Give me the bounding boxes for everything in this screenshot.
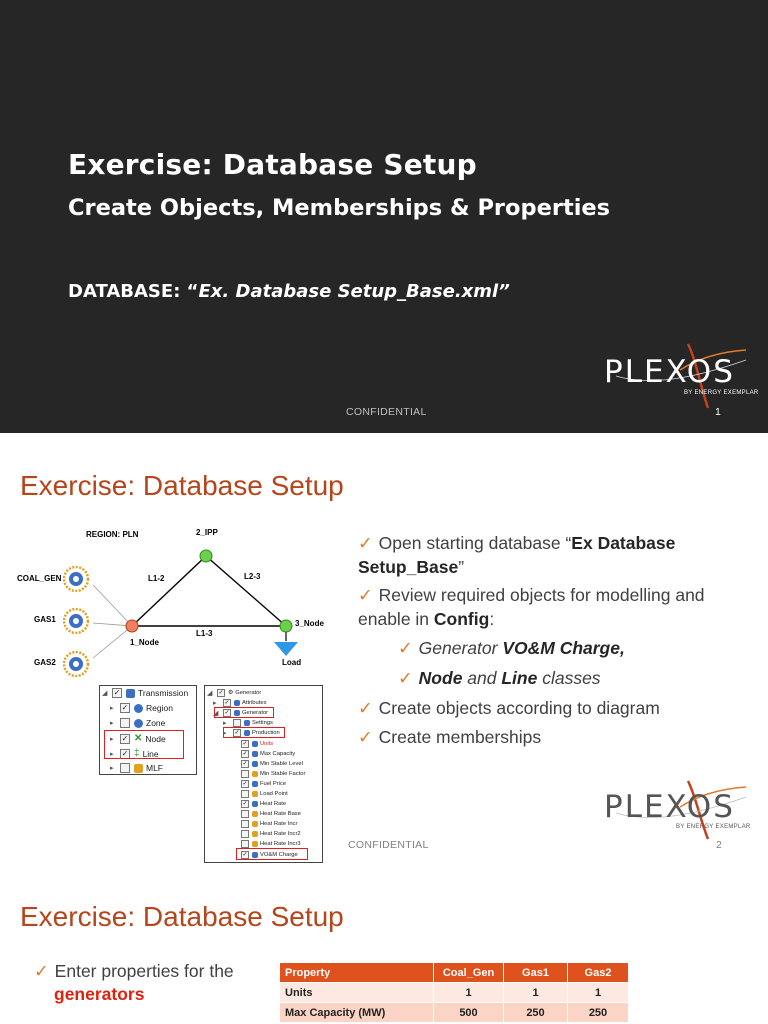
table-cell[interactable]: 250 [504, 1003, 568, 1023]
checkbox[interactable]: ✓ [121, 733, 129, 743]
folder-icon [126, 689, 135, 698]
generator-icon [63, 608, 89, 634]
bullet-enter-properties: ✓ Enter properties for the generators [34, 961, 234, 1004]
node-3-icon [280, 620, 292, 632]
table-cell[interactable]: 1 [568, 983, 629, 1003]
table-cell[interactable]: Max Capacity (MW) [280, 1003, 434, 1023]
checkbox[interactable]: ✓ [218, 690, 224, 696]
property-icon [252, 791, 258, 797]
checkbox[interactable] [120, 718, 130, 728]
tree-row-property[interactable]: ✓ VO&M Charge [242, 852, 298, 858]
checkbox[interactable]: ✓ [242, 761, 248, 767]
checkbox[interactable] [241, 840, 249, 848]
plexos-logo [596, 330, 759, 410]
checkbox[interactable] [241, 810, 249, 818]
tree-row-zone[interactable]: ▸ Zone [110, 718, 166, 728]
title-slide [0, 0, 768, 433]
logo-tagline: BY ENERGY EXEMPLAR [684, 390, 759, 396]
check-icon: ✓ [398, 668, 413, 688]
property-icon [252, 761, 258, 767]
load-label: Load [282, 658, 302, 667]
table-cell[interactable]: 500 [434, 1003, 504, 1023]
check-icon: ✓ [358, 585, 373, 605]
property-icon [252, 841, 258, 847]
page-number: 2 [716, 839, 722, 851]
property-icon [252, 811, 258, 817]
setup-slide [0, 433, 768, 865]
generator-label: COAL_GEN [17, 574, 62, 583]
line-l23-label: L2-3 [244, 572, 261, 581]
line-l13-label: L1-3 [196, 629, 213, 638]
checkbox[interactable]: ✓ [224, 700, 230, 706]
checkbox[interactable] [241, 830, 249, 838]
tree-row-generator-props[interactable]: ◢ ✓ Generator [213, 710, 269, 717]
tree-row-property[interactable]: Heat Rate Incr2 [241, 830, 301, 838]
property-icon [252, 821, 258, 827]
mlf-icon [134, 764, 143, 773]
node-2-ipp-icon [200, 550, 212, 562]
checkbox[interactable]: ✓ [121, 703, 129, 712]
highlight-production [223, 727, 285, 738]
logo-wordmark: PLEXOS [604, 354, 735, 390]
checkbox[interactable]: ✓ [242, 852, 248, 858]
slide1-database-line [68, 281, 510, 302]
tree-row-mlf[interactable]: ▸ MLF [110, 763, 163, 773]
line-tower-icon: ‡ [134, 748, 140, 759]
tree-row-property[interactable]: Min Stable Factor [241, 770, 305, 778]
checkbox[interactable]: ✓ [242, 751, 248, 757]
checkbox[interactable]: ✓ [242, 801, 248, 807]
table-row [280, 1003, 629, 1023]
tree-row-property[interactable]: ✓ Min Stable Level [242, 761, 303, 767]
confidential-label: CONFIDENTIAL [348, 839, 429, 851]
logo-wordmark: PLEXOS [604, 789, 735, 825]
highlight-node-line [104, 730, 184, 759]
generator-icon [63, 651, 89, 677]
column-header: Gas2 [568, 963, 629, 983]
table-cell[interactable]: Units [280, 983, 434, 1003]
table-cell[interactable]: 1 [504, 983, 568, 1003]
folder-icon [234, 700, 240, 706]
bullet-open-database: ✓ Open starting database “Ex Database Setup_Base” [358, 533, 676, 577]
folder-icon [244, 720, 250, 726]
node-3-label: 3_Node [295, 619, 324, 628]
table-row [280, 983, 629, 1003]
properties-slide [0, 865, 768, 1024]
tree-row-generator[interactable]: ◢ ✓ ⚙ Generator [207, 690, 262, 697]
generator-icon [63, 566, 89, 592]
tree-row-property[interactable]: Heat Rate Base [241, 810, 301, 818]
tree-row-production[interactable]: ▸ ✓ Production [223, 730, 280, 737]
slide3-title: Exercise: Database Setup [20, 901, 344, 932]
check-icon: ✓ [358, 727, 373, 747]
generator-label: GAS2 [34, 658, 56, 667]
gear-icon: ⚙ [228, 690, 234, 696]
tree-row-node[interactable]: ▸ ✓ ✕ Node [110, 733, 166, 744]
table-header-row [280, 963, 629, 983]
checkbox[interactable]: ✓ [113, 688, 121, 697]
slide1-title: Exercise: Database Setup [68, 148, 477, 181]
checkbox[interactable] [241, 820, 249, 828]
checkbox[interactable]: ✓ [224, 710, 230, 716]
check-icon: ✓ [34, 961, 49, 981]
checkbox[interactable]: ✓ [121, 748, 129, 758]
node-x-icon: ✕ [134, 733, 143, 744]
tree-row-property[interactable]: ✓ Heat Rate [242, 801, 287, 807]
column-header: Gas1 [504, 963, 568, 983]
tree-row-property[interactable]: Load Point [241, 790, 288, 798]
tree-row-settings[interactable]: ▸ Settings [223, 720, 273, 727]
tree-row-property[interactable]: ✓ Max Capacity [242, 751, 296, 757]
bullet-create-objects: ✓ Create objects according to diagram [358, 698, 660, 718]
generator-properties-table [279, 962, 629, 1023]
slide1-subtitle: Create Objects, Memberships & Properties [68, 195, 611, 221]
checkbox[interactable] [120, 763, 130, 773]
property-icon [252, 781, 258, 787]
tree-row-region[interactable]: ▸ ✓ Region [110, 703, 173, 713]
property-icon [252, 751, 258, 757]
globe-icon [134, 704, 143, 713]
region-label: REGION: PLN [86, 530, 139, 539]
highlight-vom-charge [236, 848, 308, 860]
load-triangle-icon [274, 642, 298, 656]
bullet-review-objects: ✓ Review required objects for modelling and enable in Config: [358, 585, 705, 629]
checkbox[interactable]: ✓ [234, 730, 240, 736]
check-icon: ✓ [358, 533, 373, 553]
tree-row-property[interactable]: Heat Rate Incr [241, 820, 297, 828]
confidential-label: CONFIDENTIAL [346, 406, 427, 418]
checkbox[interactable] [241, 770, 249, 778]
subbullet-node-line: ✓ Node and Line classes [398, 668, 601, 688]
page-number: 1 [715, 406, 721, 418]
property-icon [252, 801, 258, 807]
tree-row-property[interactable]: ✓ Fuel Price [242, 781, 287, 787]
table-cell[interactable]: 250 [568, 1003, 629, 1023]
plexos-logo [596, 773, 756, 843]
slide2-title: Exercise: Database Setup [20, 470, 344, 501]
check-icon: ✓ [358, 698, 373, 718]
tree-row-property[interactable]: ✓ Units [242, 741, 274, 747]
highlight-generator [214, 707, 274, 718]
globe-icon [134, 719, 143, 728]
node-2-label: 2_IPP [196, 528, 218, 537]
check-icon: ✓ [398, 638, 413, 658]
line-l12-label: L1-2 [148, 574, 165, 583]
database-file: Ex. Database Setup_Base.xml” [198, 281, 510, 302]
node-1-label: 1_Node [130, 638, 159, 647]
checkbox[interactable]: ✓ [242, 741, 248, 747]
generator-label: GAS1 [34, 615, 56, 624]
property-icon [252, 771, 258, 777]
tree-row-property[interactable]: Heat Rate Incr3 [241, 840, 301, 848]
bullet-create-memberships: ✓ Create memberships [358, 727, 542, 747]
database-label: DATABASE: “ [68, 281, 199, 302]
property-icon [252, 831, 258, 837]
tree-row-line[interactable]: ▸ ✓ ‡ Line [110, 748, 159, 759]
subbullet-vom-charge: ✓ Generator VO&M Charge, [398, 638, 625, 658]
checkbox[interactable]: ✓ [242, 781, 248, 787]
tree-row-attributes[interactable]: ▸ ✓ Attributes [213, 700, 267, 707]
node-1-icon [126, 620, 138, 632]
property-icon [252, 741, 258, 747]
checkbox[interactable] [241, 790, 249, 798]
checkbox[interactable] [233, 719, 241, 727]
tree-row-transmission[interactable]: ◢ ✓ Transmission [102, 688, 189, 698]
logo-tagline: BY ENERGY EXEMPLAR [676, 824, 751, 830]
column-header: Property [280, 963, 434, 983]
column-header: Coal_Gen [434, 963, 504, 983]
table-cell[interactable]: 1 [434, 983, 504, 1003]
